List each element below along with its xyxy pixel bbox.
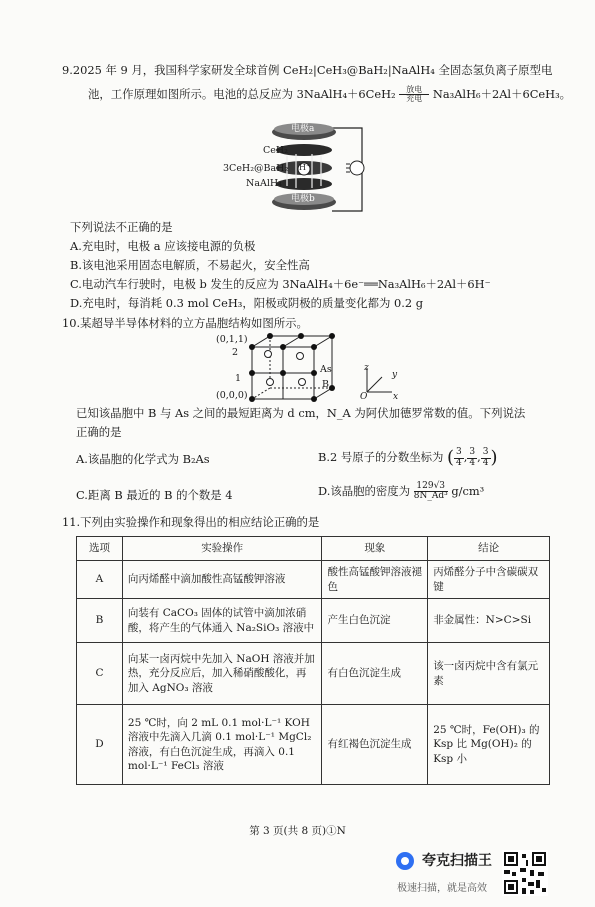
- as-label: As: [320, 364, 332, 375]
- row-phenomenon: 酸性高锰酸钾溶液褪色: [322, 561, 428, 599]
- q10-option-d-prefix: D.该晶胞的密度为: [318, 483, 411, 498]
- q9-line1: 9.2025 年 9 月，我国科学家研发全球首例 CeH₂|CeH₃@BaH₂|NaAlH₄ 全固态氢负离子原型电: [62, 63, 553, 77]
- density-fraction: $\frac{129√3}{\text{8N\_Ad³}}$: [413, 481, 448, 502]
- q9-line2-prefix: 池，工作原理如图所示。电池的总反应为 3NaAlH₄＋6CeH₂: [88, 86, 396, 101]
- axis-z-label: z: [364, 363, 369, 373]
- q10-option-d: [318, 482, 484, 502]
- q10-option-b-prefix: B.2 号原子的分数坐标为: [318, 450, 444, 465]
- brand-name: 夸克扫描王: [422, 853, 492, 869]
- q10-option-b: B.2 号原子的分数坐标为 ( $\frac{3}{4}$ , $\frac{3}{4}$ , $\frac{3}{4}$ ): [318, 447, 498, 468]
- q9-reaction-arrow: [399, 86, 429, 104]
- row-operation: 25 ℃时，向 2 mL 0.1 mol·L⁻¹ KOH 溶液中先滴入几滴 0.1 mol·L⁻¹ MgCl₂ 溶液，有白色沉淀生成，再滴入 0.1 mol·L⁻¹ FeCl₃ 溶液: [122, 705, 322, 785]
- q9-line2: [88, 86, 571, 104]
- quark-logo-icon: [396, 852, 414, 870]
- table-header-row: [77, 537, 550, 561]
- atom2-label: 2: [232, 347, 239, 358]
- layer-naalh4: [276, 178, 332, 190]
- row-phenomenon: 有白色沉淀生成: [322, 643, 428, 705]
- axis-x-label: x: [393, 392, 399, 402]
- row-conclusion: 该一卤丙烷中含有氯元素: [428, 643, 550, 705]
- electrode-b-label: 电极b: [291, 194, 315, 204]
- row-operation: 向某一卤丙烷中先加入 NaOH 溶液并加热，充分反应后，加入稀硝酸酸化，再加入 AgNO₃ 溶液: [122, 643, 322, 705]
- q9-option-c: C.电动汽车行驶时，电极 b 发生的反应为 3NaAlH₄＋6e⁻══Na₃AlH₆＋2Al＋6H⁻: [70, 277, 491, 291]
- coord-bottom-label: (0,0,0): [216, 390, 248, 401]
- atom1-label: 1: [235, 373, 242, 384]
- row-option: B: [77, 599, 123, 643]
- layer2-label: 3CeH₂@BaH₂: [223, 163, 289, 174]
- q9-option-a: A.充电时，电极 a 应该接电源的负极: [70, 239, 256, 253]
- q10-option-c: C.距离 B 最近的 B 的个数是 4: [76, 488, 233, 502]
- qr-code-icon: [502, 850, 548, 896]
- q10-option-a: A.该晶胞的化学式为 B₂As: [76, 452, 210, 466]
- coord-top-label: (0,1,1): [216, 334, 248, 345]
- table-row: [77, 599, 550, 643]
- scanner-brand: [396, 852, 492, 871]
- q9-option-d: D.充电时，每消耗 0.3 mol CeH₃，阳极或阴极的质量变化都为 0.2 g: [70, 296, 424, 310]
- row-phenomenon: 有红褐色沉淀生成: [322, 705, 428, 785]
- frac-1: $\frac{3}{4}$: [456, 447, 462, 468]
- table-row: [77, 705, 550, 785]
- density-unit: g/cm³: [451, 483, 485, 498]
- row-operation: 向丙烯醛中滴加酸性高锰酸钾溶液: [122, 561, 322, 599]
- b-label: B: [322, 379, 329, 390]
- row-option: A: [77, 561, 123, 599]
- row-conclusion: 非金属性：N>C>Si: [428, 599, 550, 643]
- row-operation: 向装有 CaCO₃ 固体的试管中滴加浓硝酸，将产生的气体通入 Na₂SiO₃ 溶液中: [122, 599, 322, 643]
- q9-option-b: B.该电池采用固态电解质，不易起火，安全性高: [70, 258, 310, 272]
- row-option: D: [77, 705, 123, 785]
- table-row: [77, 643, 550, 705]
- page-footer: 第 3 页(共 8 页)①N: [249, 825, 346, 837]
- axes-icon: [367, 368, 392, 392]
- header-conclusion: 结论: [428, 537, 550, 561]
- experiment-table: [76, 536, 550, 785]
- q10-stem2: 正确的是: [76, 425, 122, 439]
- header-phenomenon: 现象: [322, 537, 428, 561]
- ion-label: H⁻: [299, 163, 311, 172]
- q10-stem1: 已知该晶胞中 B 与 As 之间的最短距离为 d cm，N_A 为阿伏加德罗常数的值。下列说法: [76, 406, 526, 420]
- axis-y-label: y: [392, 370, 398, 380]
- electrode-a-label: 电极a: [291, 124, 315, 134]
- q10-line1: 10.某超导半导体材料的立方晶胞结构如图所示。: [62, 316, 308, 330]
- brand-slogan: 极速扫描，就是高效: [397, 883, 487, 894]
- q11-line1: 11.下列由实验操作和现象得出的相应结论正确的是: [62, 515, 320, 529]
- q9-stem: 下列说法不正确的是: [70, 220, 173, 234]
- arrow-top-label: 放电: [399, 86, 429, 95]
- header-option: 选项: [77, 537, 123, 561]
- frac-2: $\frac{3}{4}$: [469, 447, 476, 468]
- layer3-label: NaAlH₄: [246, 178, 282, 189]
- arrow-bottom-label: 充电: [406, 94, 423, 104]
- bulb-icon: [350, 161, 364, 175]
- row-conclusion: 丙烯醛分子中含碳碳双键: [428, 561, 550, 599]
- row-conclusion: 25 ℃时，Fe(OH)₃ 的 Ksp 比 Mg(OH)₂ 的 Ksp 小: [428, 705, 550, 785]
- axis-origin-label: O: [360, 392, 368, 402]
- q9-line2-suffix: Na₃AlH₆＋2Al＋6CeH₃。: [432, 86, 572, 101]
- row-phenomenon: 产生白色沉淀: [322, 599, 428, 643]
- row-option: C: [77, 643, 123, 705]
- layer1-label: CeH₂: [263, 145, 288, 156]
- table-row: [77, 561, 550, 599]
- header-operation: 实验操作: [122, 537, 322, 561]
- frac-3: $\frac{3}{4}$: [482, 447, 489, 468]
- as-atom-2: [265, 351, 272, 358]
